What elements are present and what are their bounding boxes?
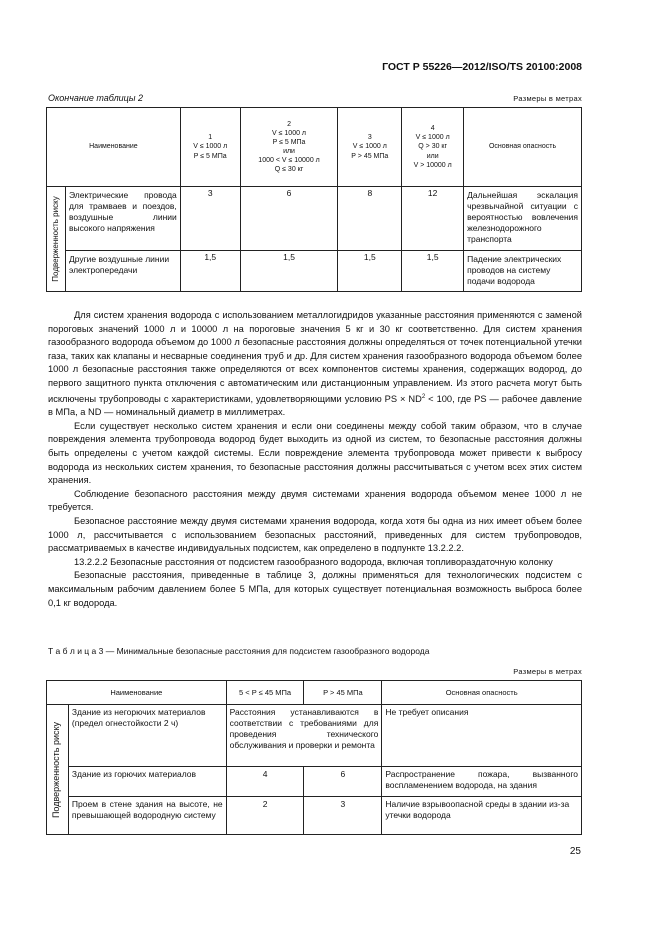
page-number: 25	[569, 846, 581, 857]
paragraph: 13.2.2.2 Безопасные расстояния от подсистем газообразного водорода, включая топливораздаточную колонку	[74, 556, 553, 567]
table-cell: 1,5	[402, 251, 464, 292]
body-text	[48, 309, 582, 610]
table2-caption: Окончание таблицы 2	[48, 93, 143, 103]
table-cell: Проем в стене здания на высоте, не превышающей водородную систему	[68, 797, 226, 835]
paragraph: Соблюдение безопасного расстояния между двумя системами хранения водорода объемом менее 1000 л не требуется.	[48, 488, 582, 513]
table-cell: 8	[338, 187, 402, 251]
paragraph: Если существует несколько систем хранения и если они соединены между собой таким образом, что в случае повреждения элемента трубопровода водород будет выходить из одной из систем, то безопасные расстояния должны быть определены с учетом каждой системы. Если повреждение элемента трубопровода может привести к выбросу водорода из нескольких систем хранения, то безопасные расстояния должны рассчитываться с учетом всех этих систем хранения.	[48, 420, 582, 486]
table-cell: 2	[226, 797, 304, 835]
table3-header-col2: P > 45 МПа	[304, 681, 382, 705]
table3-header-col1: 5 < P ≤ 45 МПа	[226, 681, 304, 705]
table-row	[47, 767, 582, 797]
paragraph: Безопасное расстояние между двумя системами хранения водорода, когда хотя бы одна из них имеет объем более 1000 л, рассчитывается с использованием безопасных расстояний, приведенных для систем трубопроводов, рассматриваемых в качестве индивидуальных подсистем, как определено в подпункте 13.2.2.2.	[48, 516, 582, 554]
paragraph: Безопасные расстояния, приведенные в таблице 3, должны применяться для технологических подсистем с максимальным рабочим давлением более 5 МПа, для которых существует потенциальная возможность выброса более 0,1 кг водорода.	[48, 570, 582, 608]
table-cell: Здание из горючих материалов	[68, 767, 226, 797]
table-cell: 6	[304, 767, 382, 797]
table2-header-hazard: Основная опасность	[464, 108, 582, 187]
table-row	[47, 187, 582, 251]
table3-header-name: Наименование	[47, 681, 227, 705]
table-cell: 6	[240, 187, 338, 251]
table2-dimensions: Размеры в метрах	[513, 94, 582, 103]
table2-header-col4: 4 V ≤ 1000 л Q > 30 кг или V > 10000 л	[402, 108, 464, 187]
table3-dimensions: Размеры в метрах	[513, 667, 582, 676]
table2-header-name: Наименование	[47, 108, 181, 187]
table2-header-row	[47, 108, 582, 187]
table-cell: 1,5	[180, 251, 240, 292]
table-cell-merged: Расстояния устанавливаются в соответствии с требованиями для проведения технического обслуживания и проверки и ремонта	[226, 705, 382, 767]
table-cell: 12	[402, 187, 464, 251]
document-header: ГОСТ Р 55226—2012/ISO/TS 20100:2008	[382, 61, 582, 73]
table-cell: 3	[304, 797, 382, 835]
table-cell: Падение электрических проводов на систему подачи водорода	[464, 251, 582, 292]
table2-header-col3: 3 V ≤ 1000 л P > 45 МПа	[338, 108, 402, 187]
table-cell: Другие воздушные линии электропередачи	[65, 251, 180, 292]
table-cell: Распространение пожара, вызванного воспламенением водорода, на здания	[382, 767, 582, 797]
table-cell: Электрические провода для трамваев и поездов, воздушные линии высокого напряжения	[65, 187, 180, 251]
paragraph: Для систем хранения водорода с использованием металлогидридов указанные расстояния применяются с заменой пороговых значений 1000 л и 10000 л на пороговые значения 5 кг и 30 кг соответственно. Для систем хранения газообразного водорода объемом до 1000 л безопасные расстояния должны определяться от точек потенциальной утечки газа, таких как клапаны и несварные соединения труб и др. Для систем хранения газообразного водорода объемом более 1000 л безопасные расстояния также определяются от всех компонентов системы хранения, содержащих водород, до первого защитного пункта отключения с автоматическим или дистанционным управлением. Из этого расчета могут быть исключены трубопроводы с характеристиками, удовлетворяющими условию PS × $ND^2 < 100$, где PS — рабочее давление в МПа, а ND — номинальный диаметр в миллиметрах.	[48, 310, 583, 418]
table2-header-col2: 2 V ≤ 1000 л P ≤ 5 МПа или 1000 < V ≤ 10000 л Q ≤ 30 кг	[240, 108, 338, 187]
table-cell: 1,5	[338, 251, 402, 292]
table-row	[47, 251, 582, 292]
table-cell: Дальнейшая эскалация чрезвычайной ситуации с вероятностью вовлечения железнодорожного транспорта	[464, 187, 582, 251]
table-cell: 3	[180, 187, 240, 251]
table-cell: 4	[226, 767, 304, 797]
table3-side-label: Подверженность риску	[47, 705, 69, 835]
table3-header-row	[47, 681, 582, 705]
table3	[46, 680, 582, 835]
table3-header-hazard: Основная опасность	[382, 681, 582, 705]
table-row	[47, 797, 582, 835]
table-cell: Не требует описания	[382, 705, 582, 767]
table2-side-label: Подверженность риску	[47, 187, 66, 292]
table-cell: Наличие взрывоопасной среды в здании из-за утечки водорода	[382, 797, 582, 835]
table2-header-col1: 1 V ≤ 1000 л P ≤ 5 МПа	[180, 108, 240, 187]
table2	[46, 107, 582, 292]
table3-caption: Т а б л и ц а 3 — Минимальные безопасные расстояния для подсистем газообразного водорода	[48, 646, 430, 656]
table-cell: Здание из негорючих материалов (предел огнестойкости 2 ч)	[68, 705, 226, 767]
table-row	[47, 705, 582, 767]
table-cell: 1,5	[240, 251, 338, 292]
